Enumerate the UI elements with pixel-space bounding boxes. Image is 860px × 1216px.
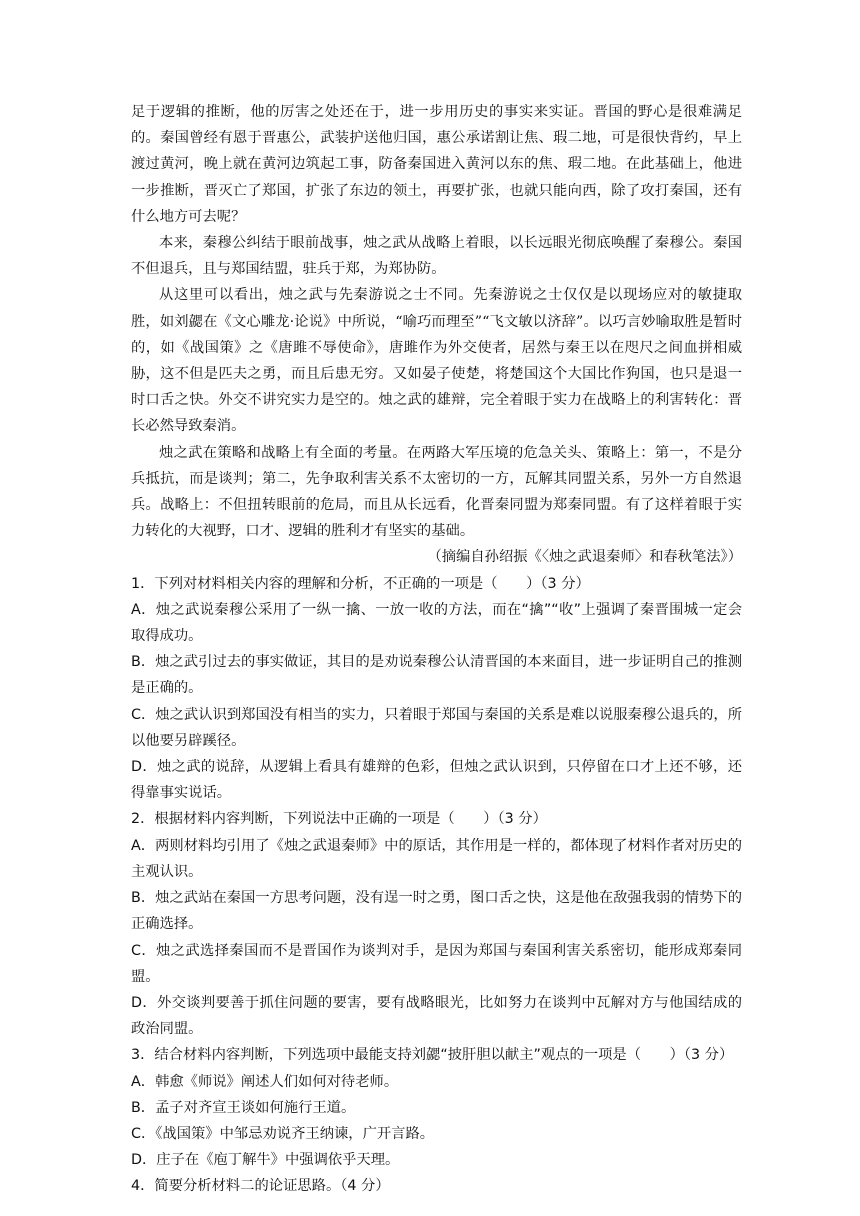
question-option: A．两则材料均引用了《烛之武退秦师》中的原话，其作用是一样的，都体现了材料作者对历史的主观认识。 [131, 837, 742, 880]
question-option: D．庄子在《庖丁解牛》中强调依乎天理。 [131, 1152, 400, 1169]
question-option: D．烛之武的说辞，从逻辑上看具有雄辩的色彩，但烛之武认识到，只停留在口才上还不够，还得靠事实说话。 [131, 759, 742, 802]
question-option: B．烛之武站在秦国一方思考问题，没有逞一时之勇，图口舌之快，这是他在敌强我弱的情势下的正确选择。 [131, 890, 742, 933]
question-option: C．烛之武认识到郑国没有相当的实力，只着眼于郑国与秦国的关系是难以说服秦穆公退兵的，所以他要另辟蹊径。 [131, 706, 742, 749]
question-option: B．烛之武引过去的事实做证，其目的是劝说秦穆公认清晋国的本来面目，进一步证明自己的推测是正确的。 [131, 654, 742, 697]
question-option: C．烛之武选择秦国而不是晋国作为谈判对手，是因为郑国与秦国利害关系密切，能形成郑秦同盟。 [131, 942, 742, 985]
question-1 [131, 571, 742, 807]
passage-paragraph-4: 烛之武在策略和战略上有全面的考量。在两路大军压境的危急关头、策略上：第一，不是分兵抵抗，而是谈判；第二，先争取利害关系不太密切的一方，瓦解其同盟关系，另外一方自然退兵。战略上：不但扭转眼前的危局，而且从长远看，化晋秦同盟为郑秦同盟。有了这样着眼于实力转化的大视野，口才、逻辑的胜利才有坚实的基础。 [131, 444, 742, 540]
question-option: C．《战国策》中邹忌劝说齐王纳谏，广开言路。 [131, 1125, 435, 1142]
question-option: A．烛之武说秦穆公采用了一纵一擒、一放一收的方法，而在“擒”“收”上强调了秦晋围城一定会取得成功。 [131, 601, 742, 645]
question-option: D．外交谈判要善于抓住问题的要害，要有战略眼光，比如努力在谈判中瓦解对方与他国结成的政治同盟。 [131, 994, 742, 1038]
question-stem: 4．简要分析材料二的论证思路。（4 分） [131, 1178, 390, 1195]
question-stem: 3．结合材料内容判断，下列选项中最能支持刘勰“披肝胆以献主”观点的一项是（ ）（3 分） [131, 1047, 734, 1064]
question-3 [131, 1042, 742, 1173]
question-option: B．孟子对齐宣王谈如何施行王道。 [131, 1099, 356, 1116]
question-stem: 2．根据材料内容判断，下列说法中正确的一项是（ ）（3 分） [131, 811, 547, 828]
question-2 [131, 806, 742, 1042]
question-4 [131, 1173, 742, 1199]
question-stem: 1．下列对材料相关内容的理解和分析，不正确的一项是（ ）（3 分） [131, 575, 590, 592]
question-option: A．韩愈《师说》阐述人们如何对待老师。 [131, 1073, 399, 1090]
passage-paragraph-3: 从这里可以看出，烛之武与先秦游说之士不同。先秦游说之士仅仅是以现场应对的敏捷取胜，如刘勰在《文心雕龙·论说》中所说，“喻巧而理至”“飞文敏以济辞”。以巧言妙喻取胜是暂时的，如《战国策》之《唐雎不辱使命》，唐雎作为外交使者，居然与秦王以在咫尺之间血拼相威胁，这不但是匹夫之勇，而且后患无穷。又如晏子使楚，将楚国这个大国比作狗国，也只是退一时口舌之快。外交不讲究实力是空的。烛之武的雄辩，完全着眼于实力在战略上的利害转化：晋长必然导致秦消。 [131, 287, 742, 435]
passage-source: （摘编自孙绍振《〈烛之武退秦师〉和春秋笔法》） [427, 549, 742, 566]
passage-paragraph-2: 本来，秦穆公纠结于眼前战事，烛之武从战略上着眼，以长远眼光彻底唤醒了秦穆公。秦国不但退兵，且与郑国结盟，驻兵于郑，为郑协防。 [131, 235, 742, 278]
passage-paragraph-1: 足于逻辑的推断，他的厉害之处还在于，进一步用历史的事实来实证。晋国的野心是很难满足的。秦国曾经有恩于晋惠公，武装护送他归国，惠公承诺割让焦、瑕二地，可是很快背约，早上渡过黄河，晚上就在黄河边筑起工事，防备秦国进入黄河以东的焦、瑕二地。在此基础上，他进一步推断，晋灭亡了郑国，扩张了东边的领土，再要扩张，也就只能向西，除了攻打秦国，还有什么地方可去呢？ [131, 104, 742, 225]
